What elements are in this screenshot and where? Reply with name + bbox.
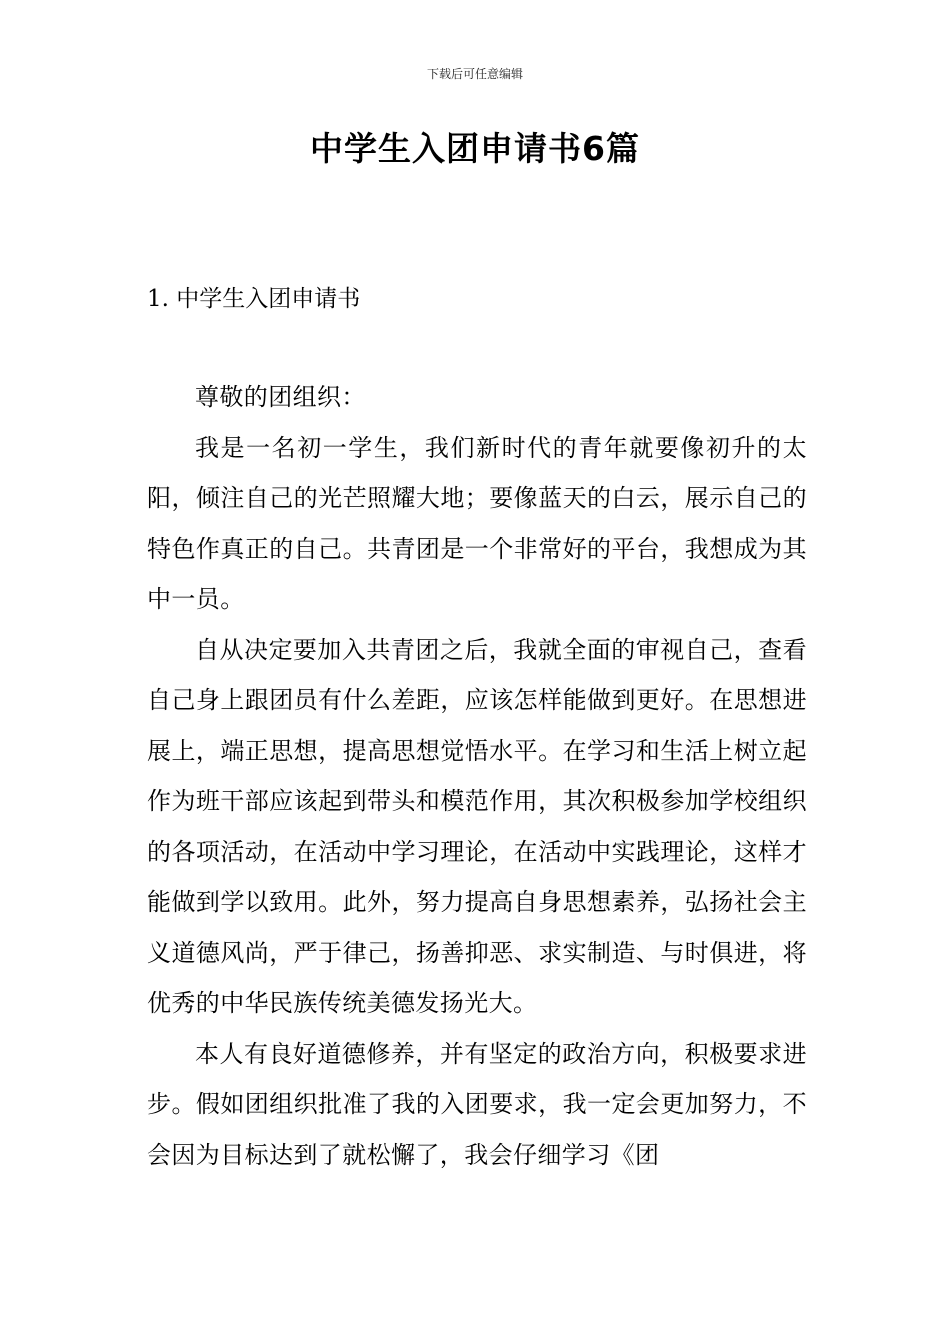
document-body <box>147 372 807 1180</box>
body-paragraph: 我是一名初一学生，我们新时代的青年就要像初升的太阳，倾注自己的光芒照耀大地；要像蓝天的白云，展示自己的特色作真正的自己。共青团是一个非常好的平台，我想成为其中一员。 <box>147 433 807 613</box>
section-heading: 1. 中学生入团申请书 <box>147 286 361 312</box>
body-paragraph: 自从决定要加入共青团之后，我就全面的审视自己，查看自己身上跟团员有什么差距，应该怎样能做到更好。在思想进展上，端正思想，提高思想觉悟水平。在学习和生活上树立起作为班干部应该起到带头和模范作用，其次积极参加学校组织的各项活动，在活动中学习理论，在活动中实践理论，这样才能做到学以致用。此外，努力提高自身思想素养，弘扬社会主义道德风尚，严于律己，扬善抑恶、求实制造、与时俱进，将优秀的中华民族传统美德发扬光大。 <box>147 635 807 1017</box>
document-title: 中学生入团申请书6篇 <box>310 129 640 168</box>
body-paragraph: 本人有良好道德修养，并有坚定的政治方向，积极要求进步。假如团组织批准了我的入团要求，我一定会更加努力，不会因为目标达到了就松懈了，我会仔细学习《团 <box>147 1039 807 1169</box>
salutation: 尊敬的团组织： <box>195 383 366 411</box>
header-note: 下载后可任意编辑 <box>426 67 523 81</box>
